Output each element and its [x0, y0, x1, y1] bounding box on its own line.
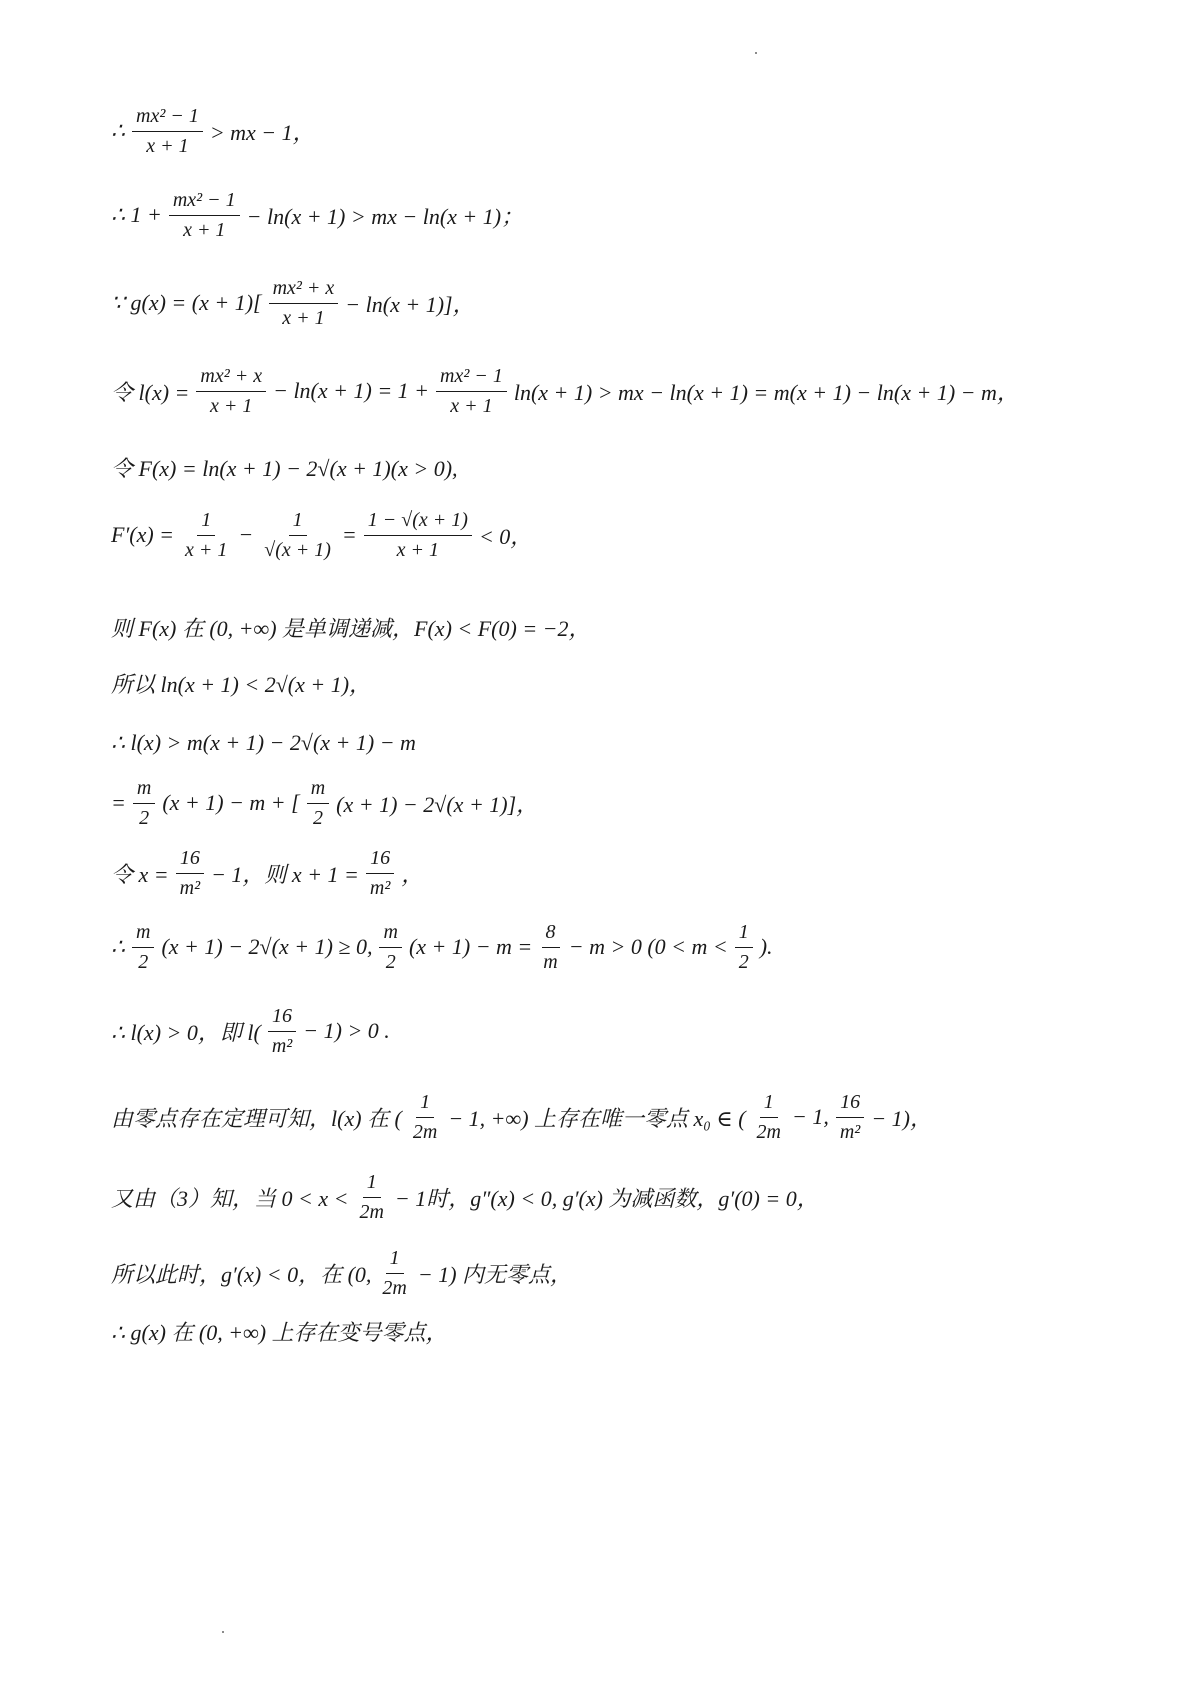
fraction-denominator: √(x + 1)	[264, 538, 331, 561]
solution-line	[108, 912, 776, 982]
fraction-numerator: 1	[363, 1171, 381, 1198]
fraction-denominator: m	[543, 950, 558, 973]
fraction-denominator: 2m	[382, 1276, 407, 1299]
math-text: (x + 1) − 2√(x + 1)]，	[336, 791, 539, 817]
fraction-denominator: x + 1	[146, 134, 189, 157]
fraction-denominator: 2m	[359, 1200, 384, 1223]
math-text: ∴ g(x) 在 (0, +∞) 上存在变号零点，	[111, 1319, 448, 1345]
solution-line	[108, 1296, 451, 1366]
math-text: − ln(x + 1) = 1 +	[273, 378, 430, 403]
fraction	[269, 277, 339, 330]
math-text: − 1，则 x + 1 =	[211, 861, 359, 887]
fraction	[133, 777, 155, 830]
fraction-denominator: m²	[839, 1120, 861, 1143]
fraction	[836, 1091, 864, 1144]
fraction-numerator: m	[132, 921, 154, 948]
solution-line	[108, 180, 526, 250]
math-text: 又由（3）知，当 0 < x <	[111, 1185, 349, 1211]
fraction-numerator: 16	[268, 1005, 296, 1032]
math-text: − 1, +∞) 上存在唯一零点 x₀ ∈ (	[448, 1105, 746, 1131]
fraction-numerator: mx² − 1	[436, 365, 507, 392]
fraction-numerator: 8	[542, 921, 560, 948]
fraction-numerator: mx² − 1	[132, 105, 203, 132]
fraction-numerator: 1	[197, 509, 215, 536]
math-text: ∴ l(x) > 0，即 l(	[111, 1019, 261, 1045]
math-text: − ln(x + 1)]，	[345, 291, 475, 317]
fraction	[409, 1091, 441, 1144]
fraction-numerator: 1	[289, 509, 307, 536]
math-text: 所以此时，g′(x) < 0，在 (0,	[111, 1261, 372, 1287]
fraction	[366, 847, 394, 900]
solution-line	[108, 268, 478, 338]
math-text: ，	[401, 861, 424, 887]
solution-line	[108, 500, 535, 570]
math-text: ∴ 1 +	[111, 202, 162, 227]
scan-speck	[755, 52, 757, 54]
math-text: − 1时，g″(x) < 0, g′(x) 为减函数，g′(0) = 0，	[394, 1185, 819, 1211]
fraction	[169, 189, 240, 242]
fraction	[753, 1091, 785, 1144]
fraction-numerator: 16	[366, 847, 394, 874]
math-text: − 1) > 0 .	[303, 1018, 390, 1043]
fraction	[735, 921, 753, 974]
fraction-numerator: mx² − 1	[169, 189, 240, 216]
math-text: ∴ l(x) > m(x + 1) − 2√(x + 1) − m	[111, 730, 416, 755]
math-text: =	[341, 522, 357, 547]
math-text: 所以 ln(x + 1) < 2√(x + 1)，	[111, 671, 372, 697]
math-text: − m > 0 (0 < m <	[568, 934, 728, 959]
fraction-denominator: x + 1	[450, 394, 493, 417]
fraction-denominator: 2	[138, 950, 149, 973]
solution-line	[108, 1162, 822, 1232]
fraction-denominator: 2	[312, 806, 323, 829]
fraction-numerator: 16	[176, 847, 204, 874]
fraction-denominator: m²	[369, 876, 391, 899]
fraction-denominator: 2m	[756, 1120, 781, 1143]
fraction	[132, 921, 154, 974]
scan-speck	[222, 1631, 224, 1633]
math-text: (x + 1) − 2√(x + 1) ≥ 0,	[161, 934, 373, 959]
fraction	[307, 777, 329, 830]
fraction	[364, 509, 472, 562]
fraction	[378, 1247, 410, 1300]
fraction-numerator: m	[379, 921, 401, 948]
fraction	[539, 921, 561, 974]
fraction	[181, 509, 231, 562]
fraction-numerator: mx² + x	[269, 277, 339, 304]
math-text: − 1,	[792, 1104, 829, 1129]
fraction-denominator: m²	[271, 1034, 293, 1057]
fraction-numerator: m	[133, 777, 155, 804]
fraction	[436, 365, 507, 418]
math-text: ).	[759, 934, 773, 959]
math-text: − 1) 内无零点，	[417, 1261, 573, 1287]
fraction	[196, 365, 266, 418]
math-text: 令 l(x) =	[111, 379, 190, 405]
fraction-numerator: 1	[760, 1091, 778, 1118]
fraction-numerator: 1	[416, 1091, 434, 1118]
fraction-numerator: 1	[735, 921, 753, 948]
solution-line	[108, 838, 426, 908]
math-text: 由零点存在定理可知，l(x) 在 (	[111, 1105, 402, 1131]
math-text: 令 x =	[111, 861, 169, 887]
fraction-denominator: x + 1	[183, 218, 226, 241]
fraction	[132, 105, 203, 158]
math-text: ∴	[111, 118, 125, 143]
math-text: (x + 1) − m =	[408, 934, 533, 959]
fraction	[260, 509, 335, 562]
math-text: =	[111, 790, 126, 815]
fraction-denominator: x + 1	[282, 306, 325, 329]
math-text: − ln(x + 1) > mx − ln(x + 1)；	[246, 203, 524, 229]
fraction-numerator: 1	[386, 1247, 404, 1274]
solution-line	[108, 96, 318, 166]
math-text: ln(x + 1) > mx − ln(x + 1) = m(x + 1) − ln(x + 1) − m，	[513, 379, 1019, 405]
solution-line	[108, 432, 461, 502]
fraction-denominator: 2m	[412, 1120, 438, 1143]
math-text: −	[238, 522, 254, 547]
solution-line	[108, 356, 1022, 426]
fraction-denominator: x + 1	[185, 538, 228, 561]
fraction	[379, 921, 401, 974]
math-text: ∴	[111, 934, 125, 959]
solution-line	[108, 1082, 935, 1152]
fraction	[268, 1005, 296, 1058]
fraction-denominator: x + 1	[210, 394, 253, 417]
math-text: 令 F(x) = ln(x + 1) − 2√(x + 1)(x > 0),	[111, 455, 458, 481]
math-text: > mx − 1，	[209, 119, 315, 145]
fraction-numerator: 1 − √(x + 1)	[364, 509, 472, 536]
fraction	[176, 847, 204, 900]
math-text: ∵ g(x) = (x + 1)[	[111, 290, 262, 315]
fraction-numerator: m	[307, 777, 329, 804]
math-text: F′(x) =	[111, 522, 175, 547]
solution-line	[108, 768, 541, 838]
fraction-denominator: 2	[738, 950, 749, 973]
math-text: < 0，	[478, 523, 533, 549]
math-text: (x + 1) − m + [	[162, 790, 300, 815]
fraction-numerator: 16	[836, 1091, 864, 1118]
solution-line	[108, 996, 393, 1066]
fraction-numerator: mx² + x	[196, 365, 266, 392]
fraction-denominator: 2	[139, 806, 150, 829]
fraction-denominator: x + 1	[396, 538, 440, 561]
fraction-denominator: m²	[179, 876, 201, 899]
math-text: 则 F(x) 在 (0, +∞) 是单调递减，F(x) < F(0) = −2，	[111, 615, 591, 641]
fraction-denominator: 2	[385, 950, 396, 973]
fraction	[355, 1171, 387, 1224]
math-text: − 1)，	[871, 1105, 932, 1131]
